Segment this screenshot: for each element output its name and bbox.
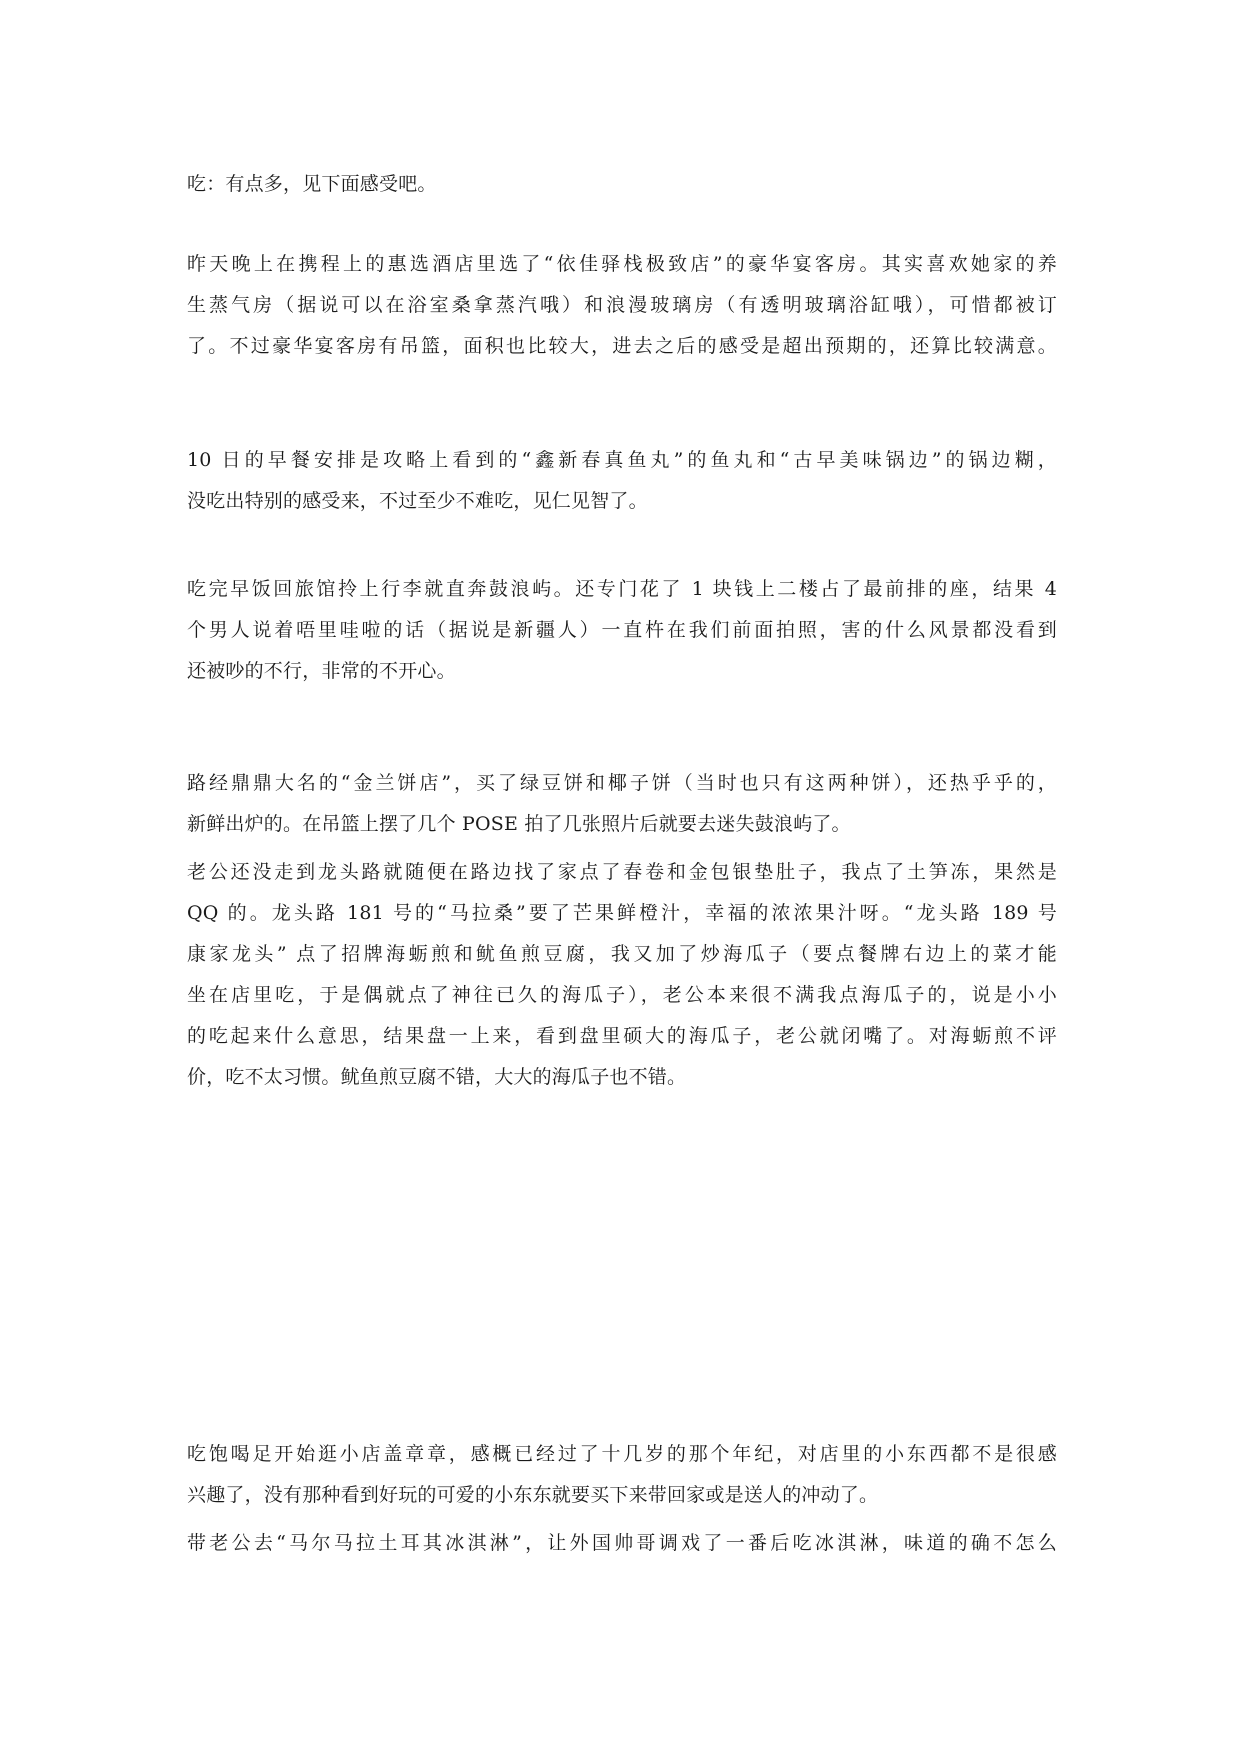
paragraph-breakfast bbox=[187, 440, 1057, 522]
text-line: 带老公去“马尔马拉土耳其冰淇淋”，让外国帅哥调戏了一番后吃冰淇淋，味道的确不怎么 bbox=[187, 1532, 1057, 1554]
text-line: 吃：有点多，见下面感受吧。 bbox=[187, 173, 437, 195]
text-line: 路经鼎鼎大名的“金兰饼店”，买了绿豆饼和椰子饼（当时也只有这两种饼），还热乎乎的， bbox=[187, 772, 1057, 794]
paragraph-shopping bbox=[187, 1434, 1057, 1516]
paragraph-eat-intro bbox=[187, 164, 1057, 205]
text-line: 价，吃不太习惯。鱿鱼煎豆腐不错，大大的海瓜子也不错。 bbox=[187, 1066, 687, 1088]
text-line: 兴趣了，没有那种看到好玩的可爱的小东东就要买下来带回家或是送人的冲动了。 bbox=[187, 1484, 879, 1506]
text-line: 生蒸气房（据说可以在浴室桑拿蒸汽哦）和浪漫玻璃房（有透明玻璃浴缸哦），可惜都被订 bbox=[187, 294, 1057, 316]
text-line: 的吃起来什么意思，结果盘一上来，看到盘里硕大的海瓜子，老公就闭嘴了。对海蛎煎不评 bbox=[187, 1025, 1057, 1047]
text-line: 了。不过豪华宴客房有吊篮，面积也比较大，进去之后的感受是超出预期的，还算比较满意。 bbox=[187, 335, 1057, 357]
paragraph-ice-cream bbox=[187, 1523, 1057, 1564]
text-line: 昨天晚上在携程上的惠选酒店里选了“依佳驿栈极致店”的豪华宴客房。其实喜欢她家的养 bbox=[187, 253, 1057, 275]
paragraph-ferry bbox=[187, 569, 1057, 692]
paragraph-hotel bbox=[187, 244, 1057, 367]
text-line: 康家龙头” 点了招牌海蛎煎和鱿鱼煎豆腐，我又加了炒海瓜子（要点餐牌右边上的菜才能 bbox=[187, 943, 1057, 965]
text-line: 新鲜出炉的。在吊篮上摆了几个 POSE 拍了几张照片后就要去迷失鼓浪屿了。 bbox=[187, 813, 851, 835]
text-line: 还被吵的不行，非常的不开心。 bbox=[187, 660, 456, 682]
text-line: QQ 的。龙头路 181 号的“马拉桑”要了芒果鲜橙汁，幸福的浓浓果汁呀。“龙头路 189 号 bbox=[187, 902, 1057, 924]
text-line: 吃饱喝足开始逛小店盖章章，感概已经过了十几岁的那个年纪，对店里的小东西都不是很感 bbox=[187, 1443, 1057, 1465]
text-line: 个男人说着唔里哇啦的话（据说是新疆人）一直杵在我们前面拍照，害的什么风景都没看到 bbox=[187, 619, 1057, 641]
text-line: 10 日的早餐安排是攻略上看到的“鑫新春真鱼丸”的鱼丸和“古早美味锅边”的锅边糊， bbox=[187, 449, 1057, 471]
paragraph-bakery bbox=[187, 763, 1057, 845]
paragraph-longtou-road bbox=[187, 852, 1057, 1098]
text-line: 坐在店里吃，于是偶就点了神往已久的海瓜子），老公本来很不满我点海瓜子的，说是小小 bbox=[187, 984, 1057, 1006]
text-line: 吃完早饭回旅馆拎上行李就直奔鼓浪屿。还专门花了 1 块钱上二楼占了最前排的座，结果 4 bbox=[187, 578, 1057, 600]
text-line: 没吃出特别的感受来，不过至少不难吃，见仁见智了。 bbox=[187, 490, 648, 512]
text-line: 老公还没走到龙头路就随便在路边找了家点了春卷和金包银垫肚子，我点了土笋冻，果然是 bbox=[187, 861, 1057, 883]
